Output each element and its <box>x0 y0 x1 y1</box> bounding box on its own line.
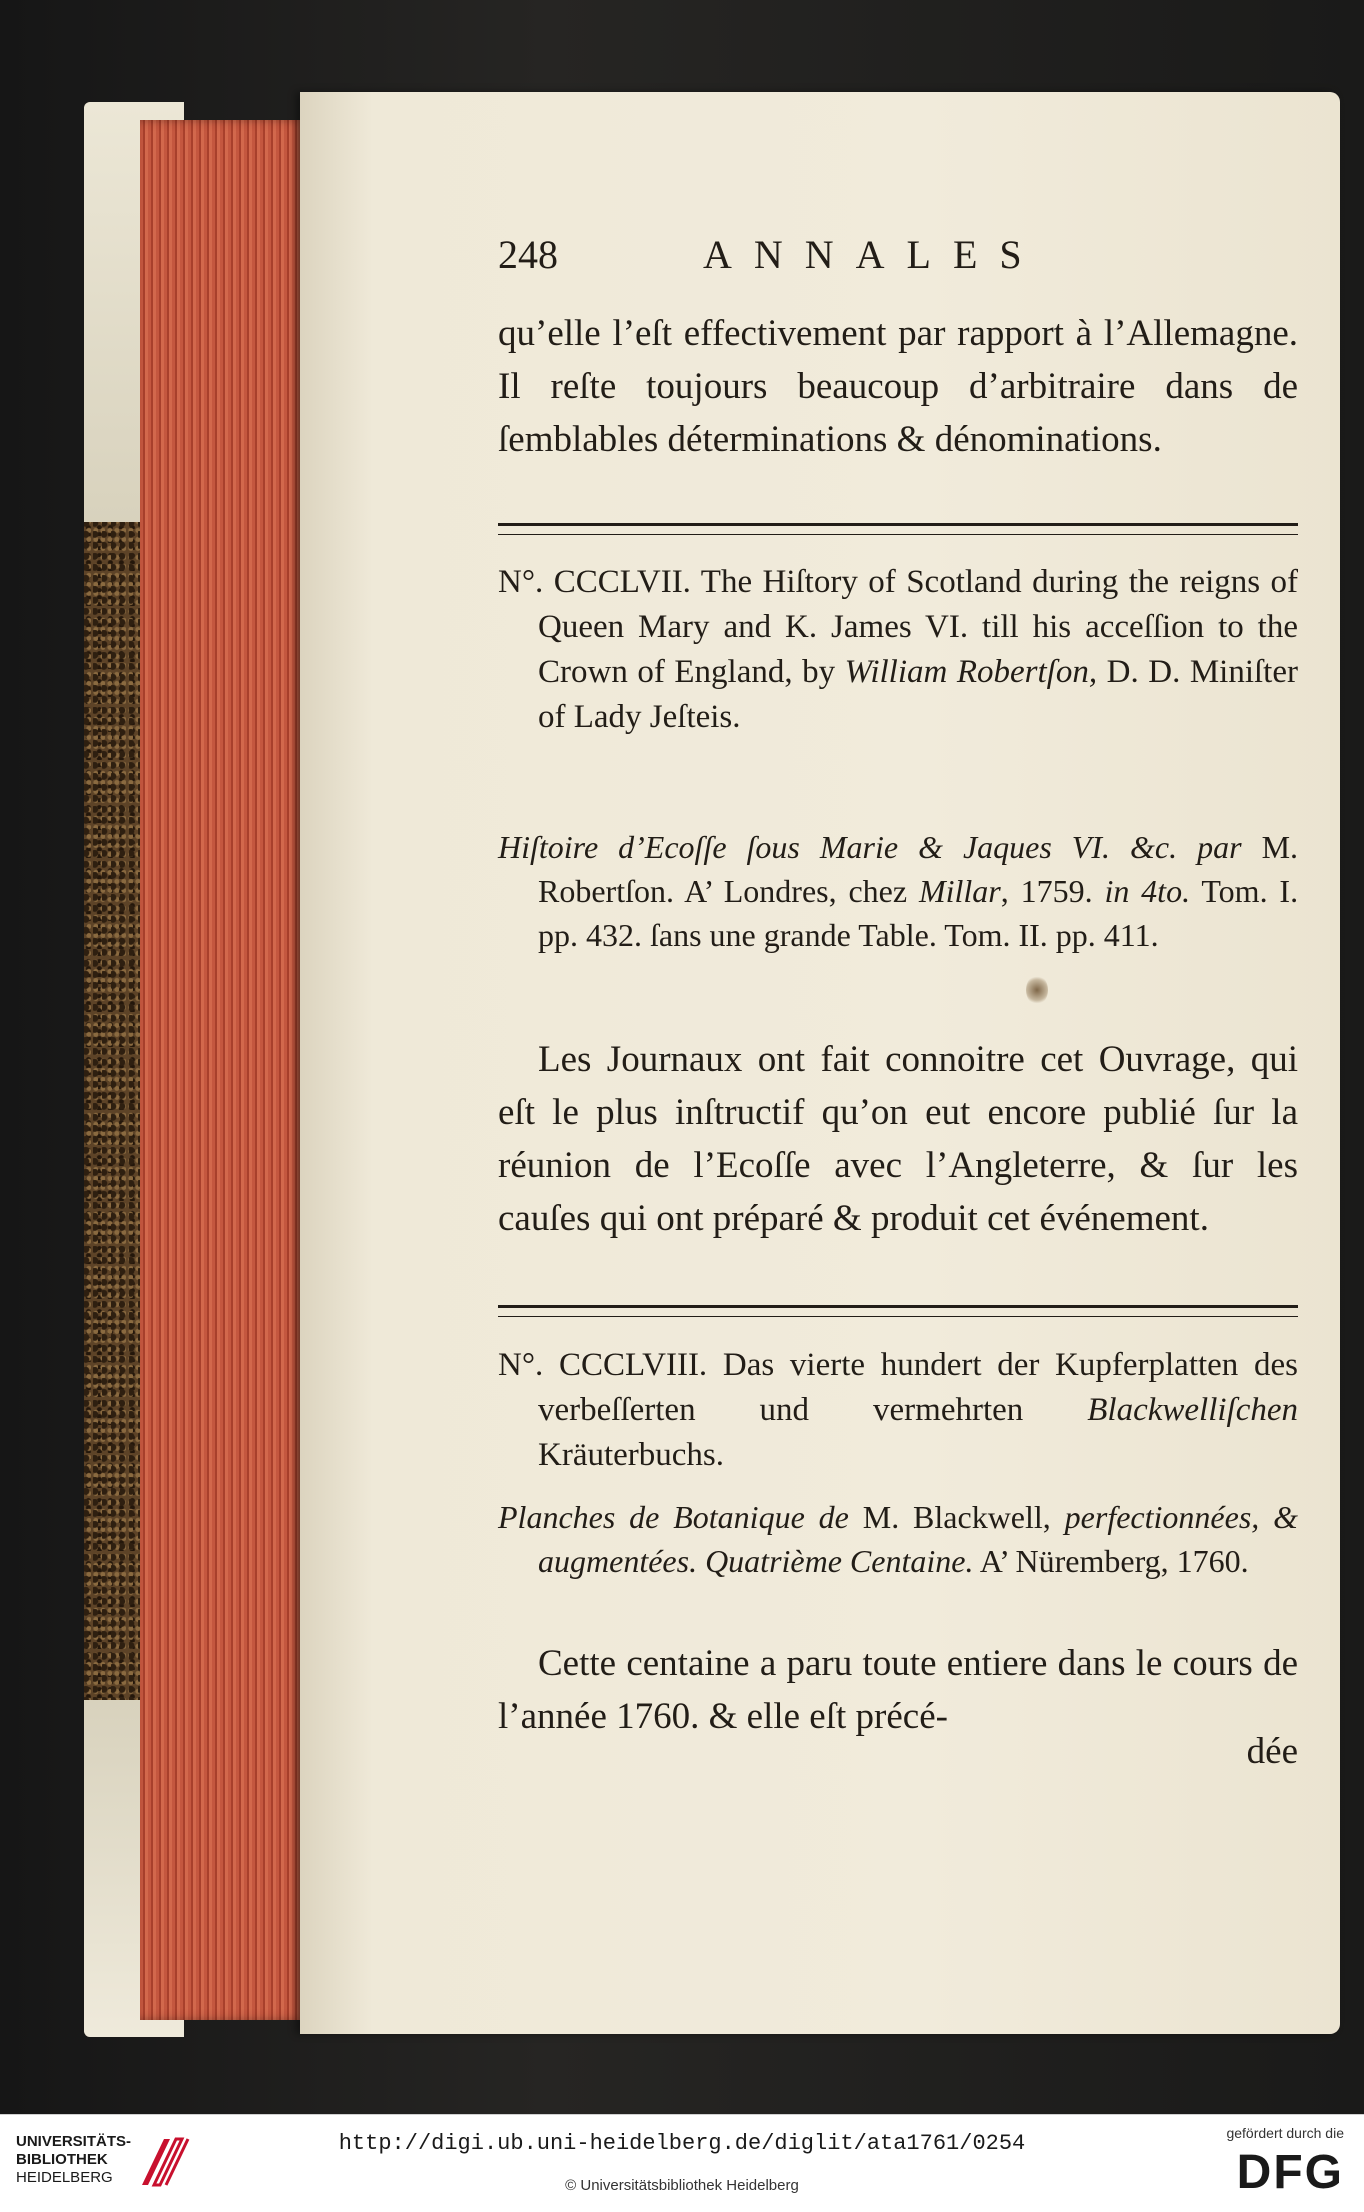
dfg-funding-logo[interactable] <box>1204 2125 1344 2205</box>
viewer-footer <box>0 2114 1364 2212</box>
imprint-french-title: Hiſtoire d’Ecoſſe ſous Marie & Jaques VI. &c. par <box>498 829 1242 865</box>
permalink-url[interactable]: http://digi.ub.uni-heidelberg.de/diglit/ata1761/0254 <box>338 2131 1026 2156</box>
section-rule <box>498 523 1298 535</box>
dfg-logo: DFG <box>1236 2146 1344 2199</box>
entry-title-italic: Blackwelliſchen <box>1087 1392 1299 1428</box>
imprint-year: , 1759. <box>1000 873 1093 909</box>
imprint-volumes: Tom. I. pp. 432. ſans une grande Table. Tom. II. pp. 411. <box>538 873 1299 953</box>
entry-imprint-ccclvii <box>498 825 1298 957</box>
entry-title-text: The Hiſtory of Scotland during the reigns of Queen Mary and K. James VI. till his acceſſion to the Crown of England, by <box>538 564 1299 690</box>
imprint-place: M. Robertſon. A’ Londres, chez <box>538 829 1299 909</box>
entry-author: William Robertſon, <box>844 654 1098 690</box>
review-paragraph-ccclvii: Les Journaux ont fait connoitre cet Ouvrage, qui eſt le plus inſtructif qu’on eut encore publié ſur la réunion de l’Ecoſſe avec l’Angleterre, & ſur les cauſes qui ont préparé & produit cet événement. <box>498 1039 1298 1239</box>
entry-imprint-ccclviii <box>498 1495 1298 1583</box>
running-head <box>498 225 1298 285</box>
imprint-edition: perfectionnées, & augmentées. Quatrième Centaine. <box>538 1499 1299 1579</box>
page-number: 248 <box>498 232 558 277</box>
entry-title-end: D. D. Miniſter of Lady Jeſteis. <box>538 654 1298 735</box>
entry-title-ccclvii <box>498 560 1298 740</box>
foxing-spot <box>1026 975 1048 1005</box>
continuation-paragraph: qu’elle l’eſt effectivement par rapport à l’Allemagne. Il reſte toujours beaucoup d’arbitraire dans de ſemblables déterminations & dénominations. <box>498 313 1298 460</box>
imprint-format: in 4to. <box>1104 873 1191 909</box>
imprint-french-title: Planches de Botanique de <box>498 1499 849 1535</box>
imprint-author: M. Blackwell, <box>862 1499 1051 1535</box>
catchword: dée <box>1246 1731 1298 1772</box>
entry-title-end: Kräuterbuchs. <box>538 1437 725 1473</box>
funding-note: gefördert durch die <box>1226 2125 1344 2141</box>
running-head-title: ANNALES <box>703 232 1044 277</box>
library-name: UNIVERSITÄTS- BIBLIOTHEK HEIDELBERG <box>16 2133 132 2186</box>
imprint-publisher: Millar <box>918 873 1001 909</box>
section-rule <box>498 1305 1298 1317</box>
entry-number: N°. CCCLVIII. <box>498 1347 708 1383</box>
entry-title-text: Das vierte hundert der Kupferplatten des verbeſſerten und vermehrten <box>538 1347 1298 1428</box>
review-paragraph-ccclviii: Cette centaine a paru toute entiere dans le cours de l’année 1760. & elle eſt précé- <box>498 1643 1298 1737</box>
imprint-place: A’ Nüremberg, 1760. <box>979 1543 1249 1579</box>
copyright-notice: © Universitätsbibliothek Heidelberg <box>565 2177 799 2194</box>
entry-number: N°. CCCLVII. <box>498 564 691 600</box>
red-page-edges <box>140 120 305 2020</box>
entry-title-ccclviii <box>498 1343 1298 1478</box>
